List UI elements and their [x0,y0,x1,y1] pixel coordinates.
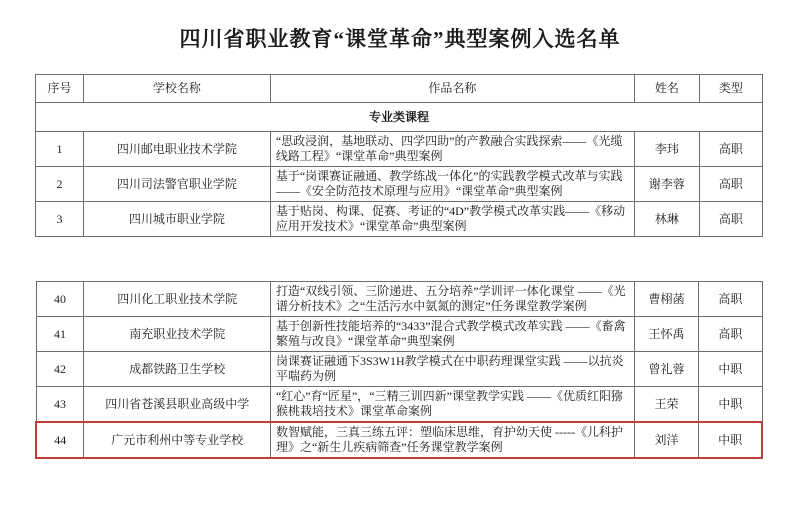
cell-name: 林琳 [635,202,700,237]
section-label: 专业类课程 [36,103,763,132]
cell-school: 四川省苍溪县职业高级中学 [84,387,271,423]
cell-work: 打造“双线引领、三阶递进、五分培养”学训评一体化课堂 ——《光谱分析技术》之“生活污水中氨氮的测定”任务课堂教学案例 [270,282,634,317]
cell-type: 高职 [699,202,762,237]
table-row [36,167,763,202]
table-row-highlighted [36,422,762,458]
cases-table-top-segment [35,74,763,237]
cell-name: 曾礼蓉 [634,352,699,387]
page-title: 四川省职业教育“课堂革命”典型案例入选名单 [179,27,621,51]
cell-name: 谢李蓉 [635,167,700,202]
cell-serial: 3 [36,202,84,237]
cell-work: 基于贴岗、构课、促赛、考证的“4D”教学模式改革实践——《移动应用开发技术》“课堂革命”典型案例 [270,202,634,237]
table-row [36,352,762,387]
table-row [36,202,763,237]
cell-type: 中职 [699,352,762,387]
cell-serial: 44 [36,422,84,458]
cell-name: 王怀禹 [634,317,699,352]
table-row [36,317,762,352]
cell-school: 四川城市职业学院 [83,202,270,237]
cell-work: 基于“岗课赛证融通、教学练战一体化”的实践教学模式改革与实践——《安全防范技术原理与应用》“课堂革命”典型案例 [270,167,634,202]
cell-serial: 41 [36,317,84,352]
table-row [36,387,762,423]
cell-work: 数智赋能，三真三练五评：塑临床思维，育护幼天使 -----《儿科护理》之“新生儿疾病筛查”任务课堂教学案例 [270,422,634,458]
cell-school: 四川邮电职业技术学院 [83,132,270,167]
cell-work: 基于创新性技能培养的“3433”混合式教学模式改革实践 ——《畜禽繁殖与改良》“课堂革命”典型案例 [270,317,634,352]
cell-type: 高职 [699,282,762,317]
cell-work: “红心”育“匠星”，“三精三训四新”课堂教学实践 ——《优质红阳猕猴桃栽培技术》课堂革命案例 [270,387,634,423]
header-serial: 序号 [36,75,84,103]
cell-work: 岗课赛证融通下3S3W1H教学模式在中职药理课堂实践 ——以抗炎平喘药为例 [270,352,634,387]
cell-serial: 2 [36,167,84,202]
cell-school: 南充职业技术学院 [84,317,271,352]
table-row [36,282,762,317]
header-name: 姓名 [635,75,700,103]
section-row [36,103,763,132]
cell-school: 成都铁路卫生学校 [84,352,271,387]
cell-name: 李玮 [635,132,700,167]
cell-serial: 40 [36,282,84,317]
cell-type: 高职 [699,317,762,352]
header-work: 作品名称 [270,75,634,103]
document-page [0,23,800,508]
cell-work: “思政浸润，基地联动、四学四助”的产教融合实践探索——《光缆线路工程》“课堂革命”典型案例 [270,132,634,167]
cell-serial: 43 [36,387,84,423]
cell-school: 广元市利州中等专业学校 [84,422,271,458]
cell-name: 曹栩菡 [634,282,699,317]
cell-type: 高职 [699,132,762,167]
table-header-row [36,75,763,103]
table-row [36,132,763,167]
cell-type: 高职 [699,167,762,202]
cases-table-bottom-segment [35,281,763,459]
cell-school: 四川司法警官职业学院 [83,167,270,202]
cell-serial: 1 [36,132,84,167]
cell-name: 王荣 [634,387,699,423]
cell-name: 刘洋 [634,422,699,458]
header-type: 类型 [699,75,762,103]
cell-serial: 42 [36,352,84,387]
cell-type: 中职 [699,387,762,423]
cell-school: 四川化工职业技术学院 [84,282,271,317]
cell-type: 中职 [699,422,762,458]
header-school: 学校名称 [83,75,270,103]
